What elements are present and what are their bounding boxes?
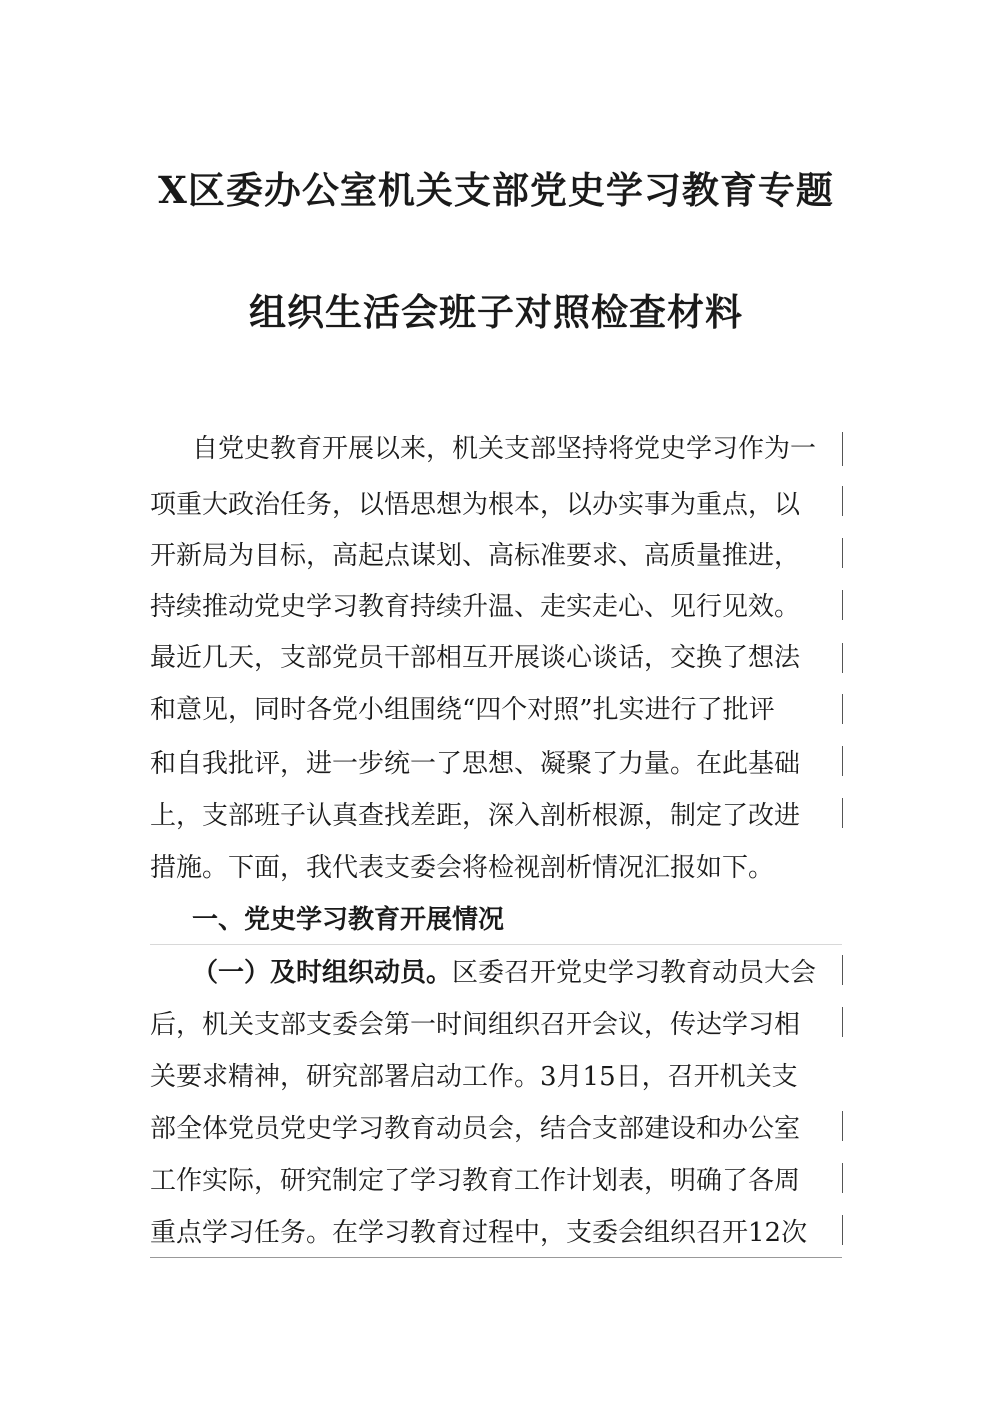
paragraph-line: 和自我批评，进一步统一了思想、凝聚了力量。在此基础 xyxy=(150,749,801,779)
section-divider xyxy=(150,944,842,945)
paragraph-line: 和意见，同时各党小组围绕“四个对照”扎实进行了批评 xyxy=(150,695,775,725)
margin-mark xyxy=(842,1111,843,1141)
document-title-line-1: X区委办公室机关支部党史学习教育专题 xyxy=(158,168,834,212)
paragraph-line: 项重大政治任务，以悟思想为根本，以办实事为重点，以 xyxy=(150,490,801,520)
page-bottom-rule xyxy=(150,1257,842,1258)
paragraph-line: 自党史教育开展以来，机关支部坚持将党史学习作为一 xyxy=(192,434,817,464)
margin-mark xyxy=(842,746,843,776)
subsection-line: 部全体党员党史学习教育动员会，结合支部建设和办公室 xyxy=(150,1114,801,1144)
margin-mark xyxy=(842,798,843,828)
margin-mark xyxy=(842,1007,843,1037)
paragraph-line: 开新局为目标，高起点谋划、高标准要求、高质量推进， xyxy=(150,541,801,571)
section-heading: 一、党史学习教育开展情况 xyxy=(192,905,505,935)
margin-mark xyxy=(842,486,843,516)
paragraph-line: 上，支部班子认真查找差距，深入剖析根源，制定了改进 xyxy=(150,801,801,831)
paragraph-line: 最近几天，支部党员干部相互开展谈心谈话，交换了想法 xyxy=(150,643,801,673)
subsection-line: 关要求精神，研究部署启动工作。3月15日，召开机关支 xyxy=(150,1062,798,1092)
margin-mark xyxy=(842,432,843,466)
margin-mark xyxy=(842,955,843,985)
subsection-line: （一）及时组织动员。区委召开党史学习教育动员大会 xyxy=(192,958,817,988)
subsection-line: 工作实际，研究制定了学习教育工作计划表，明确了各周 xyxy=(150,1166,801,1196)
paragraph-line: 持续推动党史学习教育持续升温、走实走心、见行见效。 xyxy=(150,592,801,622)
document-title-line-2: 组织生活会班子对照检查材料 xyxy=(249,290,743,334)
margin-mark xyxy=(842,1215,843,1245)
subsection-line: 重点学习任务。在学习教育过程中，支委会组织召开12次 xyxy=(150,1218,808,1248)
margin-mark xyxy=(842,1163,843,1193)
margin-mark xyxy=(842,590,843,620)
paragraph-line: 措施。下面，我代表支委会将检视剖析情况汇报如下。 xyxy=(150,853,775,883)
margin-mark xyxy=(842,643,843,673)
subsection-label: （一）及时组织动员。 xyxy=(192,958,453,988)
margin-mark xyxy=(842,694,843,724)
margin-mark xyxy=(842,538,843,568)
subsection-line: 后，机关支部支委会第一时间组织召开会议，传达学习相 xyxy=(150,1010,801,1040)
